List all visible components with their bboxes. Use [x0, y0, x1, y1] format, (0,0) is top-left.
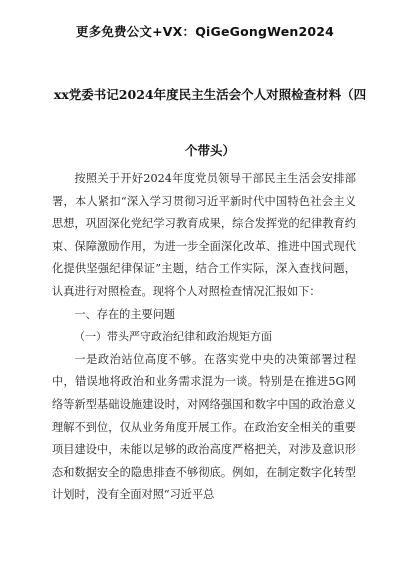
- intro-paragraph: 按照关于开好2024年度党员领导干部民主生活会安排部署，本人紧扣“深入学习贯彻习近平新时代中国特色社会主义思想，巩固深化党纪学习教育成果，综合发挥党的纪律教育约束、保障激励作用，为进一步全面深化改革、推进中国式现代化提供坚强纪律保证”主题，结合工作实际，深入查找问题，认真进行对照检查。现将个人对照检查情况汇报如下：: [52, 172, 356, 298]
- document-body: [52, 168, 356, 507]
- body-paragraph: 一是政治站位高度不够。在落实党中央的决策部署过程中，错误地将政治和业务需求混为一谈。特别是在推进5G网络等新型基础设施建设时，对网络强国和数字中国的政治意义理解不到位，仅从业务角度开展工作。在政治安全相关的重要项目建设中，未能以足够的政治高度严格把关，对涉及意识形态和数据安全的隐患排查不够彻底。例如，在制定数字化转型计划时，没有全面对照“习近平总: [52, 352, 356, 502]
- promo-banner: 更多免费公文+VX：QiGeGongWen2024: [75, 24, 335, 39]
- document-title: xx党委书记2024年度民主生活会个人对照检查材料（四个带头）: [53, 87, 367, 158]
- subsection-heading: （一）带头严守政治纪律和政治规矩方面: [74, 330, 272, 344]
- section-heading: 一、存在的主要问题: [74, 307, 176, 321]
